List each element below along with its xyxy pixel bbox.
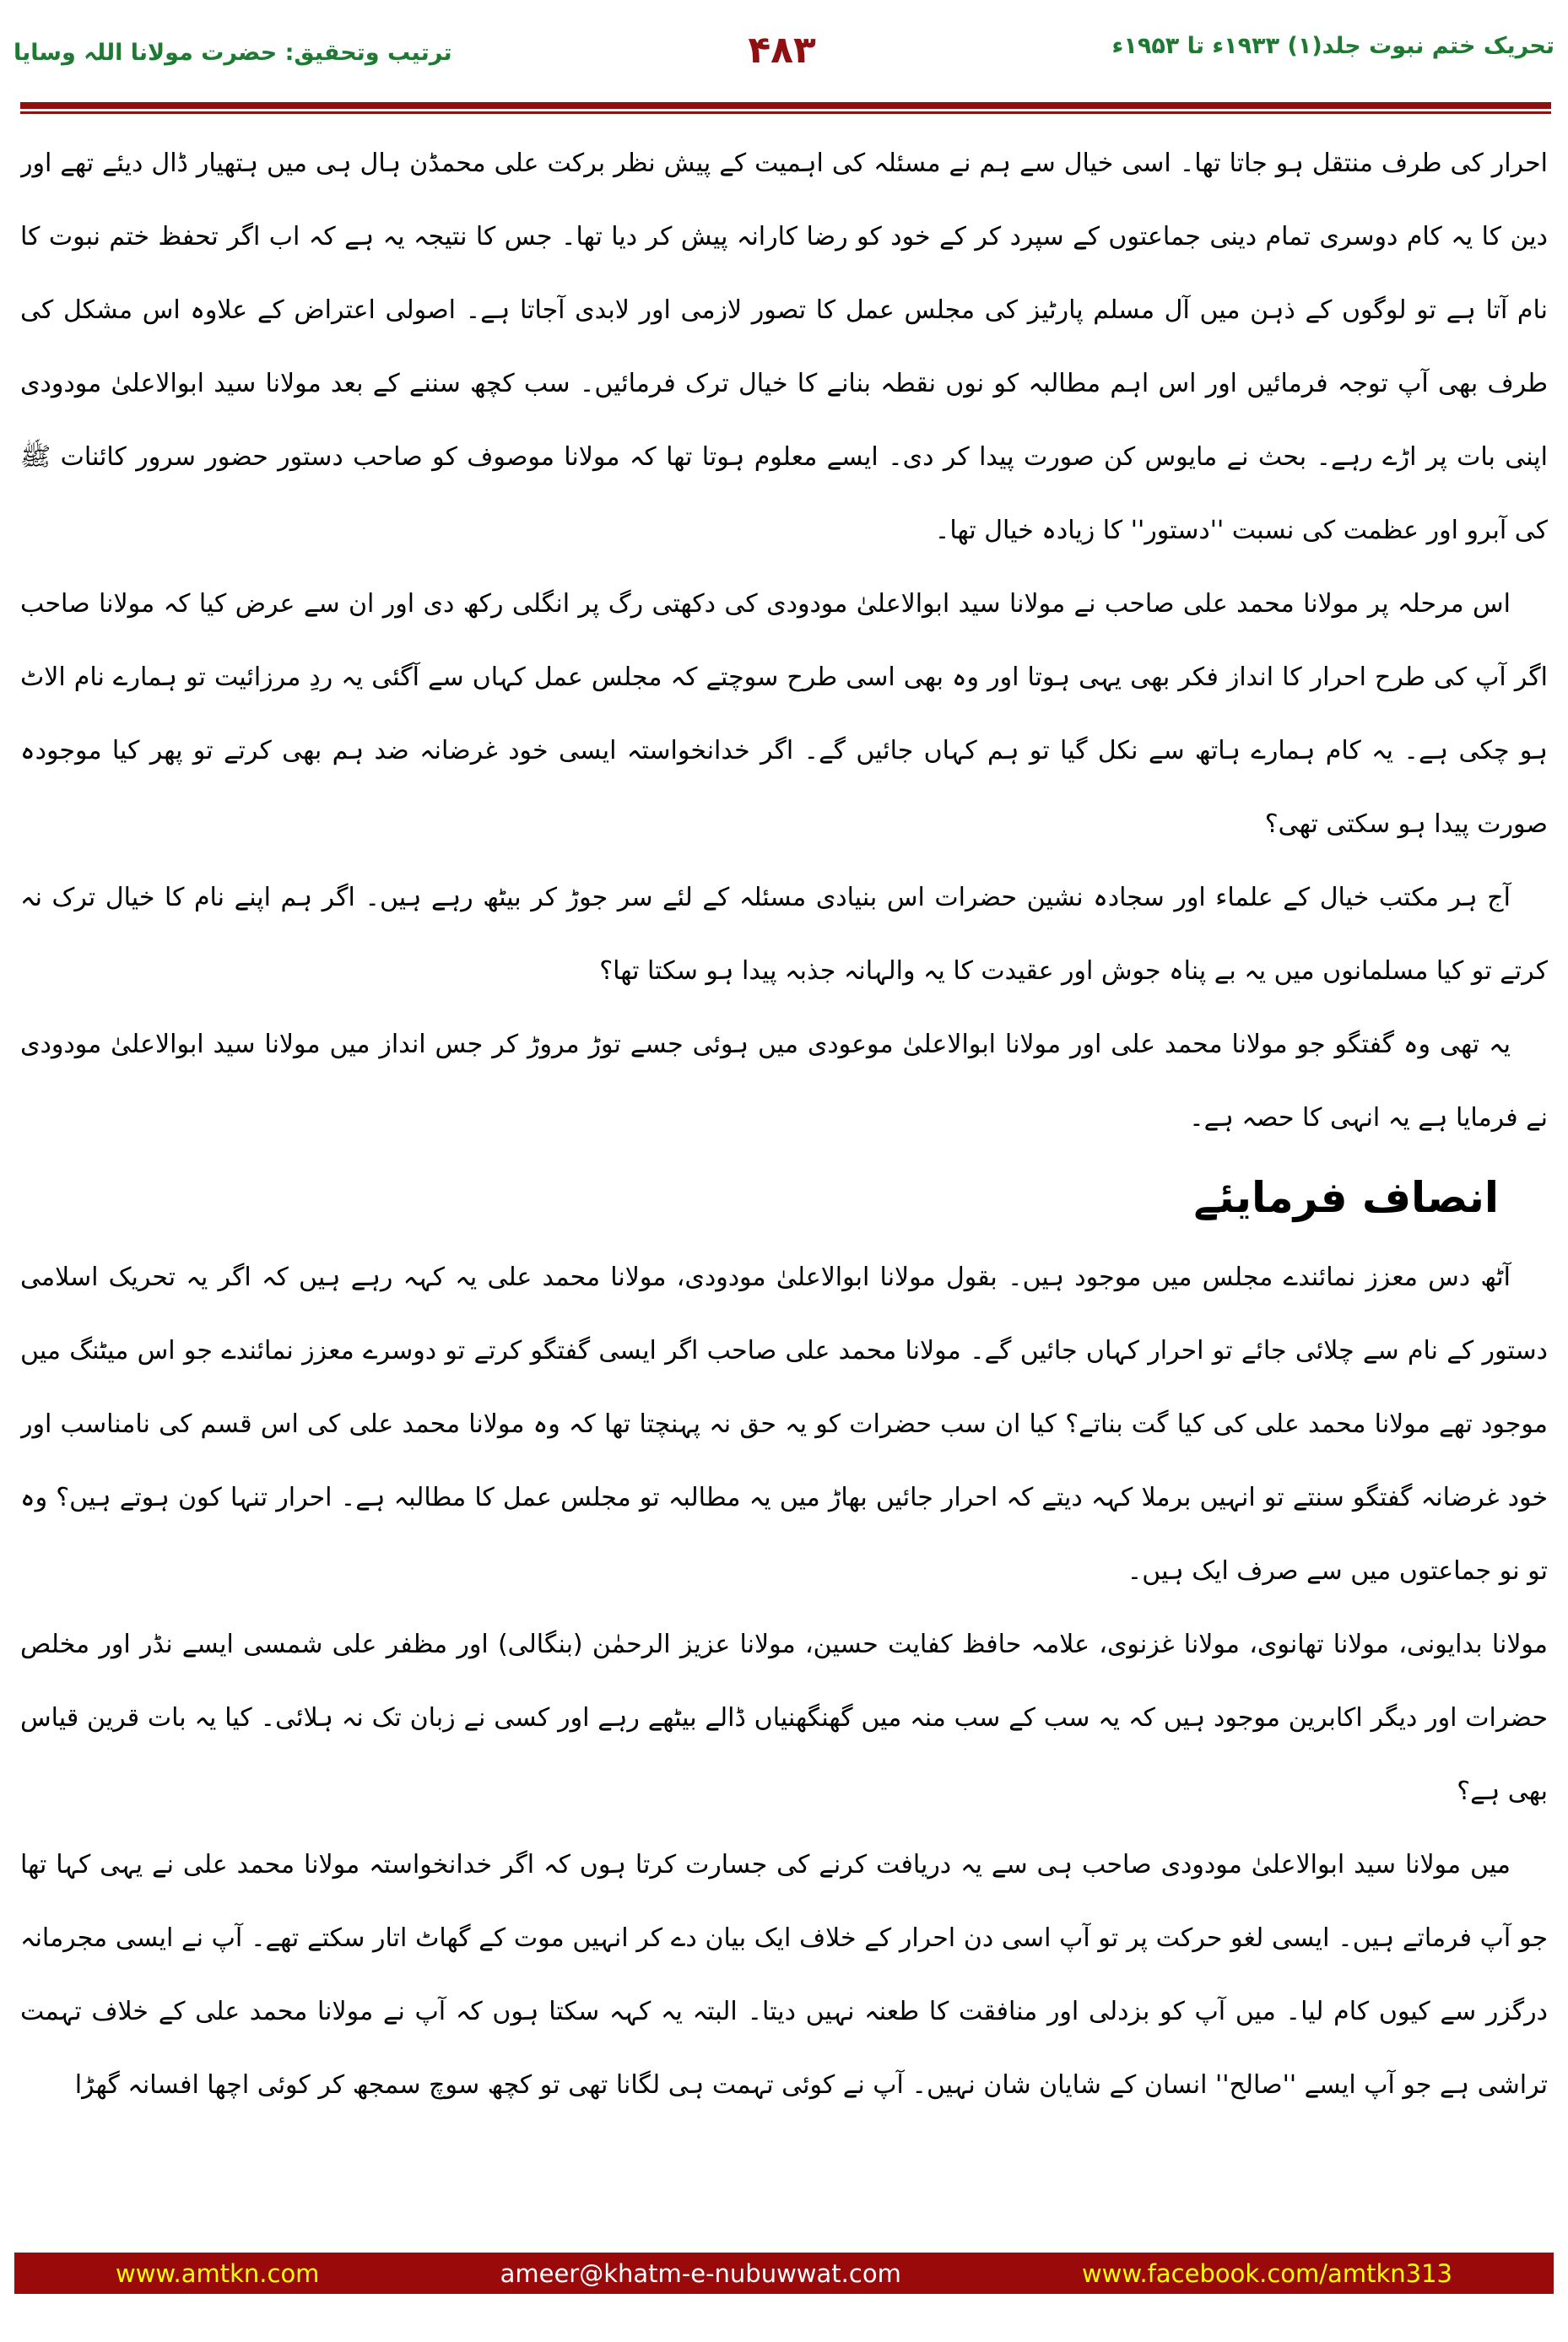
page-header (14, 22, 1554, 72)
footer-email-link[interactable]: ameer@khatm-e-nubuwwat.com (500, 2258, 901, 2288)
section-heading: انصاف فرمایئے (1193, 1173, 1499, 1222)
header-rule-thick (20, 102, 1551, 109)
header-right-title: تحریک ختم نبوت جلد(۱) ۱۹۳۳ء تا ۱۹۵۳ء (1111, 33, 1554, 59)
paragraph: اس مرحلہ پر مولانا محمد علی صاحب نے مولانا سید ابوالاعلیٰ مودودی کی دکھتی رگ پر انگلی رکھ دی اور ان سے عرض کیا کہ مولانا صاحب اگر آپ کی طرح احرار کا انداز فکر بھی یہی ہوتا اور وہ بھی اسی طرح سوچتے کہ مجلس عمل کہاں سے آگئی یہ ردِ مرزائیت تو ہمارے نام الاٹ ہو چکی ہے۔ یہ کام ہمارے ہاتھ سے نکل گیا تو ہم کہاں جائیں گے۔ اگر خدانخواستہ ایسی خود غرضانہ ضد ہم بھی کرتے تو پھر کیا موجودہ صورت پیدا ہو سکتی تھی؟ (20, 589, 1548, 839)
header-left-title: ترتیب وتحقیق: حضرت مولانا اللہ وسایا (14, 40, 452, 66)
paragraph: یہ تھی وہ گفتگو جو مولانا محمد علی اور مولانا ابوالاعلیٰ موعودی میں ہوئی جسے توڑ مروڑ کر جس انداز میں مولانا سید ابوالاعلیٰ مودودی نے فرمایا ہے یہ انہی کا حصہ ہے۔ (20, 1030, 1548, 1133)
header-rule-thin (20, 111, 1551, 114)
page-number: ۴۸۳ (748, 29, 816, 72)
paragraph: آٹھ دس معزز نمائندے مجلس میں موجود ہیں۔ بقول مولانا ابوالاعلیٰ مودودی، مولانا محمد علی یہ کہہ رہے ہیں کہ اگر یہ تحریک اسلامی دستور کے نام سے چلائی جائے تو احرار کہاں جائیں گے۔ مولانا محمد علی صاحب اگر ایسی گفتگو کرتے تو دوسرے معزز نمائندے جو اس میٹنگ میں موجود تھے مولانا محمد علی کی کیا گت بناتے؟ کیا ان سب حضرات کو یہ حق نہ پہنچتا تھا کہ وہ مولانا محمد علی کی اس قسم کی نامناسب اور خود غرضانہ گفتگو سنتے تو انہیں برملا کہہ دیتے کہ احرار جائیں بھاڑ میں یہ مطالبہ تو مجلس عمل کا مطالبہ ہے۔ احرار تنہا کون ہوتے ہیں؟ وہ تو نو جماعتوں میں سے صرف ایک ہیں۔ (20, 1263, 1548, 1586)
footer-bar (14, 2253, 1554, 2294)
footer-facebook-link[interactable]: www.facebook.com/amtkn313 (1081, 2258, 1452, 2288)
paragraph: احرار کی طرف منتقل ہو جاتا تھا۔ اسی خیال سے ہم نے مسئلہ کی اہمیت کے پیش نظر برکت علی محمڈن ہال ہی میں ہتھیار ڈال دیئے تھے اور دین کا یہ کام دوسری تمام دینی جماعتوں کے سپرد کر کے خود کو رضا کارانہ پیش کر دیا تھا۔ جس کا نتیجہ یہ ہے کہ اب اگر تحفظ ختم نبوت کا نام آتا ہے تو لوگوں کے ذہن میں آل مسلم پارٹیز کی مجلس عمل کا تصور لازمی اور لابدی آجاتا ہے۔ اصولی اعتراض کے علاوہ اس مشکل کی طرف بھی آپ توجہ فرمائیں اور اس اہم مطالبہ کو نوں نقطہ بنانے کا خیال ترک فرمائیں۔ سب کچھ سننے کے بعد مولانا سید ابوالاعلیٰ مودودی اپنی بات پر اڑے رہے۔ بحث نے مایوس کن صورت پیدا کر دی۔ ایسے معلوم ہوتا تھا کہ مولانا موصوف کو صاحب دستور حضور سرور کائنات ﷺ کی آبرو اور عظمت کی نسبت ''دستور'' کا زیادہ خیال تھا۔ (20, 149, 1548, 545)
footer-website-link[interactable]: www.amtkn.com (116, 2258, 320, 2288)
paragraph: مولانا بدایونی، مولانا تھانوی، مولانا غزنوی، علامہ حافظ کفایت حسین، مولانا عزیز الرحمٰن (بنگالی) اور مظفر علی شمسی ایسے نڈر اور مخلص حضرات اور دیگر اکابرین موجود ہیں کہ یہ سب کے سب منہ میں گھنگھنیاں ڈالے بیٹھے رہے اور کسی نے زبان تک نہ ہلائی۔ کیا یہ بات قرین قیاس بھی ہے؟ (20, 1630, 1548, 1806)
paragraph: میں مولانا سید ابوالاعلیٰ مودودی صاحب ہی سے یہ دریافت کرنے کی جسارت کرتا ہوں کہ اگر خدانخواستہ مولانا محمد علی نے یہی کہا تھا جو آپ فرماتے ہیں۔ ایسی لغو حرکت پر تو آپ اسی دن احرار کے خلاف ایک بیان دے کر انہیں موت کے گھاٹ اتار سکتے تھے۔ آپ نے ایسی مجرمانہ درگزر سے کیوں کام لیا۔ میں آپ کو بزدلی اور منافقت کا طعنہ نہیں دیتا۔ البتہ یہ کہہ سکتا ہوں کہ آپ نے مولانا محمد علی کے خلاف تہمت تراشی ہے جو آپ ایسے ''صالح'' انسان کے شایان شان نہیں۔ آپ نے کوئی تہمت ہی لگانا تھی تو کچھ سوچ سمجھ کر کوئی اچھا افسانہ گھڑا (20, 1850, 1548, 2100)
paragraph: آج ہر مکتب خیال کے علماء اور سجادہ نشین حضرات اس بنیادی مسئلہ کے لئے سر جوڑ کر بیٹھ رہے ہیں۔ اگر ہم اپنے نام کا خیال ترک نہ کرتے تو کیا مسلمانوں میں یہ بے پناہ جوش اور عقیدت کا یہ والہانہ جذبہ پیدا ہو سکتا تھا؟ (20, 883, 1548, 986)
body-text (20, 127, 1548, 2199)
